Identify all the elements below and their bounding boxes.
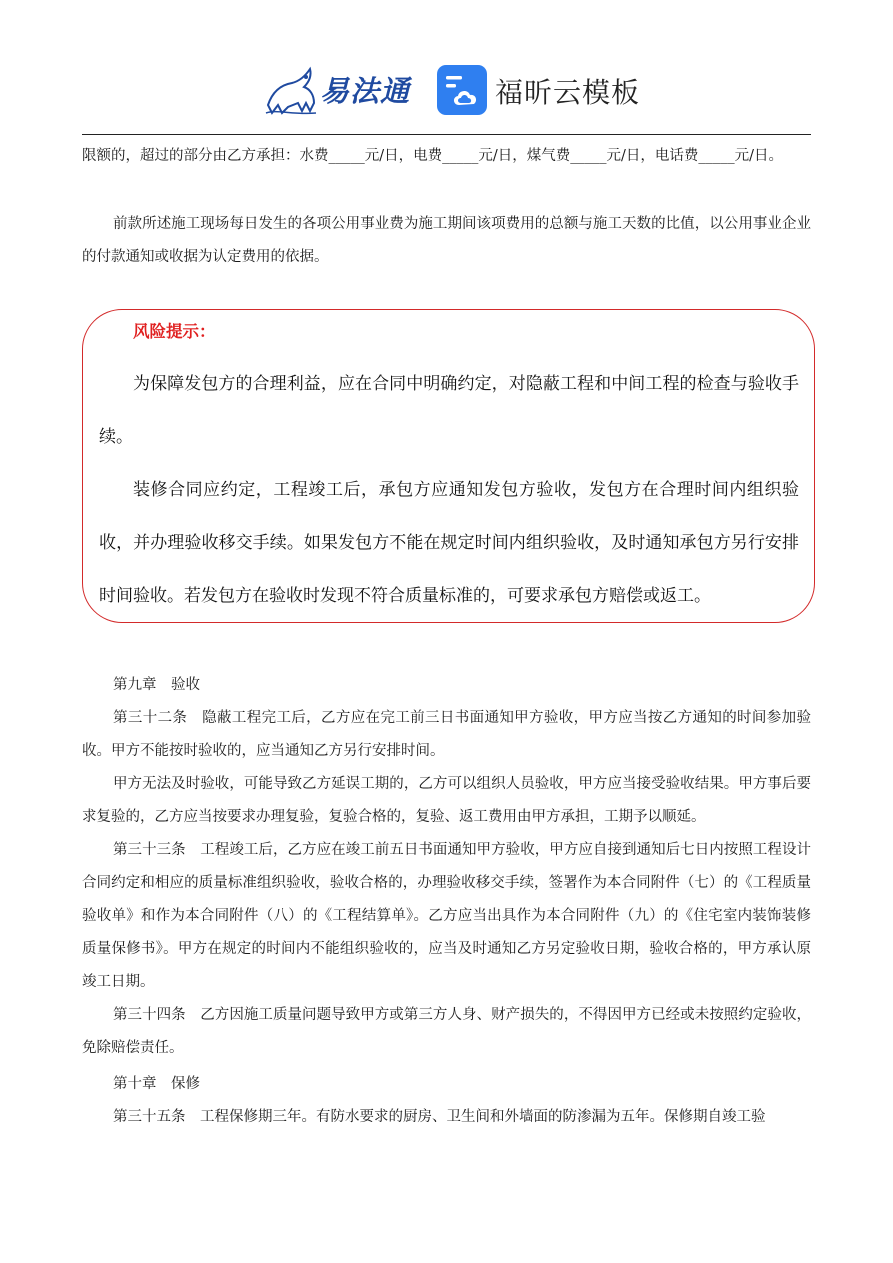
risk-warning-title: 风险提示：	[133, 322, 216, 341]
utility-fee-paragraph: 限额的，超过的部分由乙方承担：水费_____元/日，电费_____元/日，煤气费_____元/日，电话费_____元/日。	[82, 148, 784, 164]
risk-warning-paragraph: 为保障发包方的合理利益，应在合同中明确约定，对隐蔽工程和中间工程的检查与验收手续。	[99, 374, 799, 447]
chapter-heading: 第十章 保修	[113, 1076, 200, 1092]
fuxin-cloud-logo-text: 福昕云模板	[495, 76, 641, 109]
article-35: 第三十五条 工程保修期三年。有防水要求的厨房、卫生间和外墙面的防渗漏为五年。保修期自竣工验	[113, 1109, 766, 1125]
fuxin-cloud-logo	[437, 63, 647, 119]
chapter-heading: 第九章 验收	[113, 677, 200, 693]
qilin-icon	[262, 63, 320, 119]
article-32: 第三十二条 隐蔽工程完工后，乙方应在完工前三日书面通知甲方验收，甲方应当按乙方通知的时间参加验收。甲方不能按时验收的，应当通知乙方另行安排时间。	[82, 710, 811, 759]
article-32-continued: 甲方无法及时验收，可能导致乙方延误工期的，乙方可以组织人员验收，甲方应当接受验收结果。甲方事后要求复验的，乙方应当按要求办理复验，复验合格的，复验、返工费用由甲方承担，工期予以顺延。	[82, 776, 811, 825]
header-divider	[82, 134, 811, 135]
cloud-document-icon	[437, 65, 487, 115]
risk-warning-paragraph: 装修合同应约定，工程竣工后，承包方应通知发包方验收，发包方在合理时间内组织验收，并办理验收移交手续。如果发包方不能在规定时间内组织验收，及时通知承包方另行安排时间验收。若发包方在验收时发现不符合质量标准的，可要求承包方赔偿或返工。	[99, 480, 799, 606]
page-header	[0, 55, 893, 125]
yifatong-logo-text: 易法通	[320, 74, 411, 108]
utility-fee-basis-paragraph: 前款所述施工现场每日发生的各项公用事业费为施工期间该项费用的总额与施工天数的比值，以公用事业企业的付款通知或收据为认定费用的依据。	[82, 216, 811, 265]
article-34: 第三十四条 乙方因施工质量问题导致甲方或第三方人身、财产损失的，不得因甲方已经或未按照约定验收，免除赔偿责任。	[82, 1007, 811, 1056]
risk-warning-box	[82, 309, 815, 623]
yifatong-logo	[262, 63, 422, 119]
article-33: 第三十三条 工程竣工后，乙方应在竣工前五日书面通知甲方验收，甲方应自接到通知后七日内按照工程设计合同约定和相应的质量标准组织验收，验收合格的，办理验收移交手续，签署作为本合同附件（七）的《工程质量验收单》和作为本合同附件（八）的《工程结算单》。乙方应当出具作为本合同附件（九）的《住宅室内装饰装修质量保修书》。甲方在规定的时间内不能组织验收的，应当及时通知乙方另定验收日期，验收合格的，甲方承认原竣工日期。	[82, 842, 811, 990]
